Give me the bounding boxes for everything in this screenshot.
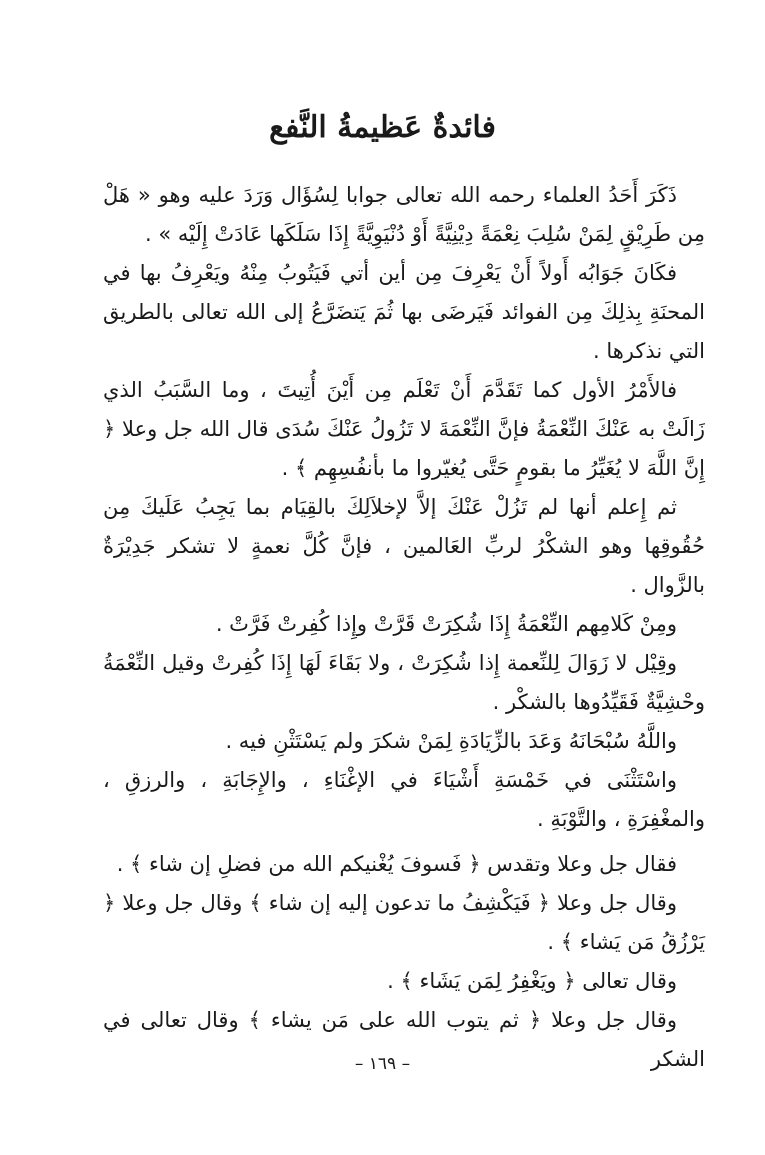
- paragraph-saying: ومِنْ كَلامِهم النِّعْمَةُ إِذَا شُكِرَتْ قَرَّتْ وإِذا كُفِرتْ فَرَّتْ .: [215, 612, 677, 636]
- paragraph-saying-2: وقِيْل لا زَوَالَ لِلنِّعمة إِذا شُكِرَتْ ، ولا بَقَاءَ لَهَا إِذَا كُفِرتْ وقيل النِّعْمَةُ وحْشِيَّةٌ فَقَيِّدُوها بالشكْر .: [103, 651, 705, 714]
- paragraph-verse-answer: وقال جل وعلا ﴿ فَيَكْشِفُ ما تدعون إليه إن شاء ﴾ وقال جل وعلا ﴿ يَرْزُقُ مَن يَشاء ﴾ .: [103, 891, 705, 954]
- body-text: [103, 176, 705, 1079]
- page-number: – ١٦٩ –: [354, 1054, 411, 1074]
- paragraph-promise: واللَّهُ سُبْحَانَهُ وَعَدَ بالزِّيَادَةِ لِمَنْ شكرَ ولم يَسْتَثْنِ فيه .: [225, 729, 677, 753]
- paragraph-gratitude: ثم إِعلم أنها لم تَزُلْ عَنْكَ إلاَّ لإخلاَلِكَ بالقِيَام بما يَجِبُ عَلَيكَ مِن حُقُوقِها وهو الشكْرُ لربِّ العَالمين ، فإنَّ كُلَّ نعمةٍ لا تشكر جَدِيْرَةٌ بالزَّوال .: [103, 495, 705, 597]
- page-title: فائدةٌ عَظيمةُ النَّفع: [269, 110, 496, 145]
- paragraph-verse-forgive: وقال تعالى ﴿ ويَغْفِرُ لِمَن يَشَاء ﴾ .: [387, 969, 677, 993]
- paragraph-verse-enrich: فقال جل وعلا وتقدس ﴿ فَسوفَ يُغْنيكم الله من فضلِ إن شاء ﴾ .: [116, 852, 677, 876]
- paragraph-question: ذَكَرَ أَحَدُ العلماء رحمه الله تعالى جوابا لِسُؤَال وَرَدَ عليه وهو « هَلْ مِن طَرِيْقٍ لِمَنْ سُلِبَ نِعْمَةً دِيْنِيَّةً أَوْ دُنْيَوِيَّةً إِذَا سَلَكَها عَادَتْ إِلَيْه » .: [103, 183, 705, 246]
- paragraph-exceptions: واسْتَثْنَى في خَمْسَةِ أَشْيَاءَ في الإغْنَاءِ ، والإِجَابَةِ ، والرزقِ ، والمغْفِرَةِ ، والتَّوْبَةِ .: [103, 768, 705, 831]
- paragraph-answer: فكَانَ جَوَابُه أَولاً أَنْ يَعْرِفَ مِن أين أتي فَيَتُوبُ مِنْهُ ويَعْرِفُ بها في المحنَةِ بِذلِكَ مِن الفوائد فَيَرضَى بها ثُمَ يَتضَرَّعُ إلى الله تعالى بالطريق التي نذكرها .: [103, 261, 705, 363]
- paragraph-verse-repent: وقال جل وعلا ﴿ ثم يتوب الله على مَن يشاء ﴾ وقال تعالى في الشكر: [103, 1008, 705, 1071]
- paragraph-first-matter: فالأَمْرُ الأول كما تَقَدَّمَ أَنْ تَعْلَم مِن أَيْنَ أُتِيتَ ، وما السَّبَبُ الذي زَالَتْ به عَنْكَ النِّعْمَةُ فإنَّ النِّعْمَةَ لا تَزُولُ عَنْكَ سُدَى قال الله جل وعلا ﴿ إِنَّ اللَّهَ لا يُغَيِّرُ ما بقومٍ حَتَّى يُغيّروا ما بأنفُسِهِم ﴾ .: [103, 378, 705, 480]
